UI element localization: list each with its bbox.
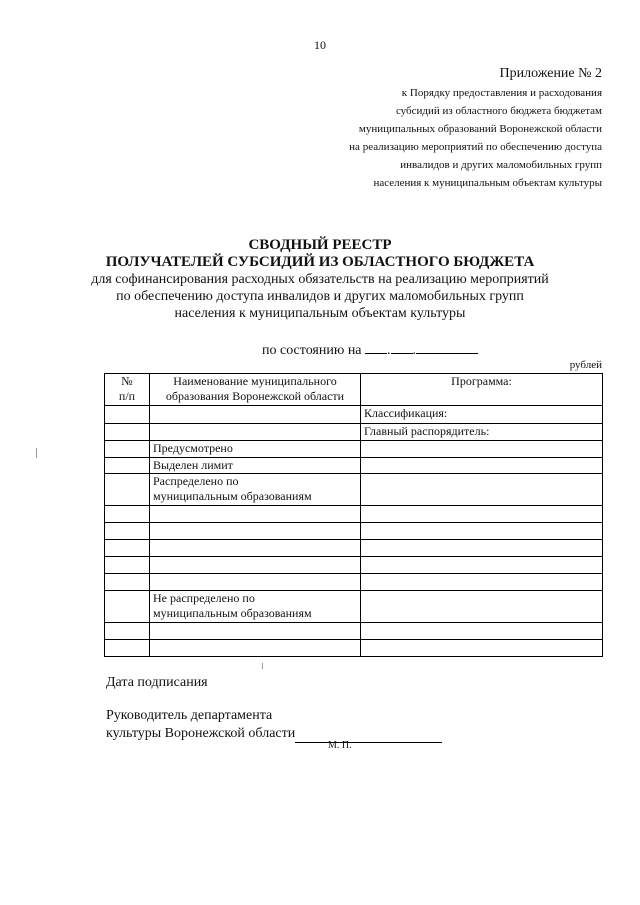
table-cell	[105, 623, 150, 640]
table-row	[105, 540, 603, 557]
table-cell	[150, 557, 361, 574]
distributed-label-line2: муниципальным образованиям	[153, 489, 312, 503]
header-number-sub: п/п	[118, 389, 136, 403]
undistributed-label: Не распределено по	[153, 591, 255, 605]
table-cell	[105, 557, 150, 574]
year-blank	[416, 342, 478, 354]
table-cell	[361, 557, 603, 574]
table-cell	[105, 474, 150, 506]
table-cell	[361, 623, 603, 640]
document-title-line2: ПОЛУЧАТЕЛЕЙ СУБСИДИЙ ИЗ ОБЛАСТНОГО БЮДЖЕТА	[105, 254, 535, 270]
signatory-department: культуры Воронежской области	[106, 726, 296, 741]
signatory-title-line2	[106, 725, 442, 743]
table-row	[105, 523, 603, 540]
page-number: 10	[314, 38, 326, 52]
header-name-sub: образования Воронежской области	[165, 389, 345, 403]
classification-cell	[361, 406, 603, 424]
table-cell	[105, 540, 150, 557]
document-subtitle-line: для софинансирования расходных обязательств на реализацию мероприятий	[91, 272, 549, 287]
appendix-line: населения к муниципальным объектам культуры	[373, 177, 602, 189]
planned-label: Предусмотрено	[153, 441, 233, 455]
table-cell	[361, 441, 603, 458]
header-name-cell	[150, 374, 361, 406]
registry-table	[104, 373, 603, 657]
table-cell	[150, 424, 361, 441]
distributed-label: Распределено по	[153, 474, 239, 488]
undistributed-cell	[150, 591, 361, 623]
program-cell	[361, 374, 603, 406]
document-title: СВОДНЫЙ РЕЕСТР	[248, 237, 392, 253]
table-cell	[361, 458, 603, 474]
document-subtitle-line: населения к муниципальным объектам культуры	[174, 306, 466, 321]
table-row	[105, 623, 603, 640]
appendix-title: Приложение № 2	[499, 66, 602, 81]
appendix-line: субсидий из областного бюджета бюджетам	[395, 105, 602, 117]
header-number: №	[121, 374, 133, 388]
document-subtitle-line: по обеспечению доступа инвалидов и других маломобильных групп	[116, 289, 524, 304]
table-row	[105, 424, 603, 441]
signatory-block	[106, 707, 442, 743]
table-row	[105, 574, 603, 591]
table-cell	[361, 574, 603, 591]
table-cell	[361, 506, 603, 523]
table-row	[105, 406, 603, 424]
table-row	[105, 458, 603, 474]
table-row	[105, 441, 603, 458]
appendix-line: на реализацию мероприятий по обеспечению доступа	[349, 141, 602, 153]
day-blank	[365, 342, 387, 354]
table-cell	[361, 474, 603, 506]
table-row	[105, 640, 603, 657]
undistributed-label-line2: муниципальным образованиям	[153, 606, 312, 620]
date-separator: .	[387, 343, 391, 358]
table-cell	[361, 540, 603, 557]
main-manager-cell	[361, 424, 603, 441]
signatory-title: Руководитель департамента	[106, 708, 273, 723]
table-cell	[105, 506, 150, 523]
limit-cell	[150, 458, 361, 474]
scan-mark	[262, 663, 263, 669]
table-cell	[150, 506, 361, 523]
as-of-date	[262, 342, 478, 359]
table-cell	[150, 574, 361, 591]
signing-date-label: Дата подписания	[106, 675, 208, 690]
planned-cell	[150, 441, 361, 458]
table-cell	[105, 523, 150, 540]
table-cell	[150, 406, 361, 424]
table-cell	[150, 540, 361, 557]
table-cell	[150, 640, 361, 657]
table-cell	[105, 424, 150, 441]
scan-mark	[36, 448, 37, 458]
table-cell	[105, 591, 150, 623]
classification-label: Классификация:	[364, 406, 448, 420]
table-cell	[361, 591, 603, 623]
table-row	[105, 557, 603, 574]
table-row	[105, 591, 603, 623]
month-blank	[391, 342, 413, 354]
as-of-label: по состоянию на	[262, 343, 362, 358]
table-cell	[361, 640, 603, 657]
limit-label: Выделен лимит	[153, 458, 233, 472]
appendix-line: инвалидов и других маломобильных групп	[400, 159, 602, 171]
currency-label: рублей	[569, 359, 602, 371]
header-number-cell	[105, 374, 150, 406]
table-cell	[105, 441, 150, 458]
table-cell	[105, 640, 150, 657]
table-cell	[150, 523, 361, 540]
main-manager-label: Главный распорядитель:	[364, 424, 490, 438]
table-cell	[105, 574, 150, 591]
signature-line	[295, 728, 442, 743]
header-name: Наименование муниципального	[173, 374, 337, 388]
stamp-label: М. П.	[328, 740, 352, 751]
table-cell	[105, 458, 150, 474]
table-header-row	[105, 374, 603, 406]
distributed-cell	[150, 474, 361, 506]
appendix-line: к Порядку предоставления и расходования	[401, 87, 602, 99]
appendix-block	[349, 64, 602, 192]
table-cell	[361, 523, 603, 540]
program-label: Программа:	[451, 374, 512, 388]
table-row	[105, 506, 603, 523]
table-row	[105, 474, 603, 506]
appendix-line: муниципальных образований Воронежской области	[358, 123, 602, 135]
table-cell	[150, 623, 361, 640]
date-separator: .	[412, 343, 417, 358]
document-heading	[0, 237, 640, 322]
table-cell	[105, 406, 150, 424]
